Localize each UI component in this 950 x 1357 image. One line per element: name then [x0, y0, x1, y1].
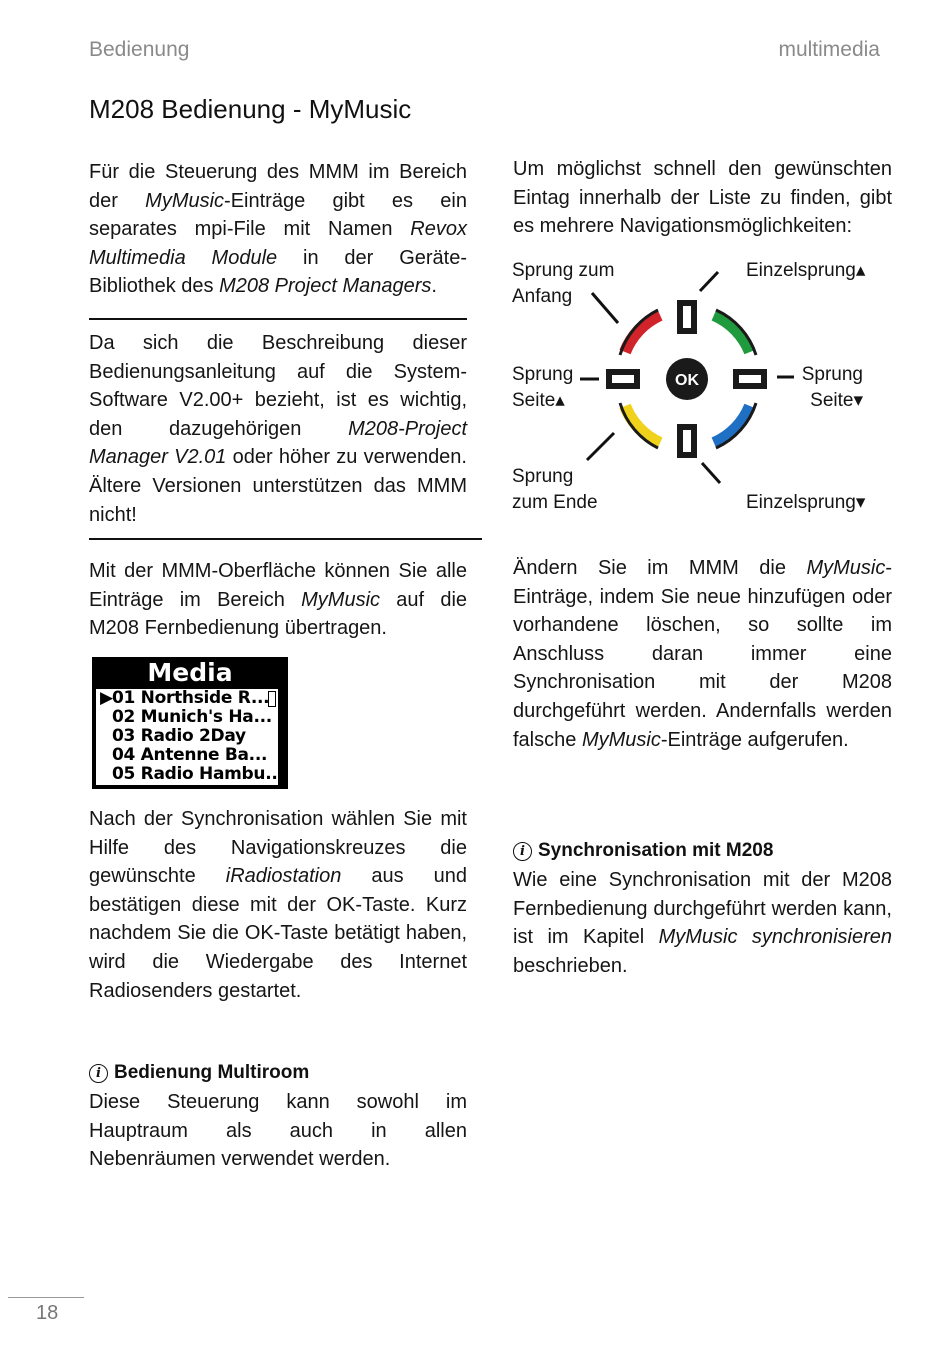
footer-rule: [8, 1297, 84, 1298]
label-single-step-up: Einzelsprung▴: [746, 260, 866, 281]
lcd-list-item: 05 Radio Hambu...: [112, 764, 284, 784]
navigation-cross-diagram: [570, 260, 810, 500]
version-note-paragraph: Da sich die Beschreibung dieser Bedienungsanleitung auf die System-Software V2.00+ bezieht, ist es wichtig, den dazugehörigen M208-Project Manager V2.01 oder höher zu verwenden. Ältere Versionen unterstützen das MMM nicht!: [89, 332, 467, 526]
lcd-list-item: 04 Antenne Ba...: [112, 745, 268, 765]
info-heading-sync: i Synchronisation mit M208: [513, 840, 773, 862]
transfer-paragraph: Mit der MMM-Oberfläche können Sie alle Einträge im Bereich MyMusic auf die M208 Fernbedienung übertragen.: [89, 560, 468, 640]
running-header-right: multimedia: [778, 38, 880, 61]
lcd-list-item: 02 Munich's Ha...: [112, 707, 272, 727]
remote-lcd-display: [92, 657, 288, 789]
running-header-left: Bedienung: [89, 38, 190, 61]
resync-paragraph: Ändern Sie im MMM die MyMusic-Einträge, indem Sie neue hinzufügen oder vorhandene löschen, so sollte im Anschluss daran immer eine Synchronisation mit der M208 durchgeführt werden. Andernfalls werden falsche MyMusic-Einträge aufgerufen.: [513, 557, 892, 751]
info-icon: i: [89, 1064, 108, 1083]
page-number: 18: [36, 1302, 59, 1324]
divider: [89, 318, 467, 320]
leader-line: [587, 433, 614, 460]
sync-reference-paragraph: Wie eine Synchronisation mit der M208 Fernbedienung durchgeführt werden kann, ist im Kapitel MyMusic synchronisieren beschrieben.: [513, 869, 892, 977]
leader-line: [592, 293, 618, 323]
info-icon: i: [513, 842, 532, 861]
lcd-list-item: ▶01 Northside R...: [100, 688, 270, 708]
divider: [89, 538, 482, 540]
label-page-down: Sprung Seite▾: [801, 364, 863, 411]
cursor-arrow-icon: ▶: [100, 688, 113, 708]
intro-paragraph: Für die Steuerung des MMM im Bereich der MyMusic-Einträge gibt es ein separates mpi-File mit Namen Revox Multimedia Module in der Geräte-Bibliothek des M208 Project Managers.: [89, 161, 467, 298]
label-jump-to-start: Sprung zum Anfang: [512, 260, 615, 307]
leader-line: [702, 463, 720, 483]
sync-usage-paragraph: Nach der Synchronisation wählen Sie mit Hilfe des Navigationskreuzes die gewünschte iRadiostation aus und bestätigen diese mit der OK-Taste. Kurz nachdem Sie die OK-Taste betätigt haben, wird die Wiedergabe des Internet Radiosenders gestartet.: [89, 808, 468, 1002]
lcd-title: Media: [147, 658, 233, 687]
info-heading-multiroom: i Bedienung Multiroom: [89, 1062, 309, 1084]
multiroom-paragraph: Diese Steuerung kann sowohl im Hauptraum als auch in allen Nebenräumen verwendet werden.: [89, 1091, 467, 1171]
left-key: [606, 369, 640, 389]
label-jump-to-end: Sprung zum Ende: [512, 466, 598, 513]
label-single-step-down: Einzelsprung▾: [746, 492, 866, 513]
ok-label: OK: [675, 372, 699, 389]
lcd-list: [96, 688, 284, 785]
navigation-intro-paragraph: Um möglichst schnell den gewünschten Eintag innerhalb der Liste zu finden, gibt es mehrere Navigationsmöglichkeiten:: [513, 158, 892, 238]
up-key: [677, 300, 697, 334]
lcd-list-item: 03 Radio 2Day: [112, 726, 246, 746]
down-key: [677, 424, 697, 458]
leader-line: [700, 272, 718, 291]
label-page-up: Sprung Seite▴: [512, 364, 574, 411]
page-title: M208 Bedienung - MyMusic: [89, 94, 412, 124]
right-key: [733, 369, 767, 389]
